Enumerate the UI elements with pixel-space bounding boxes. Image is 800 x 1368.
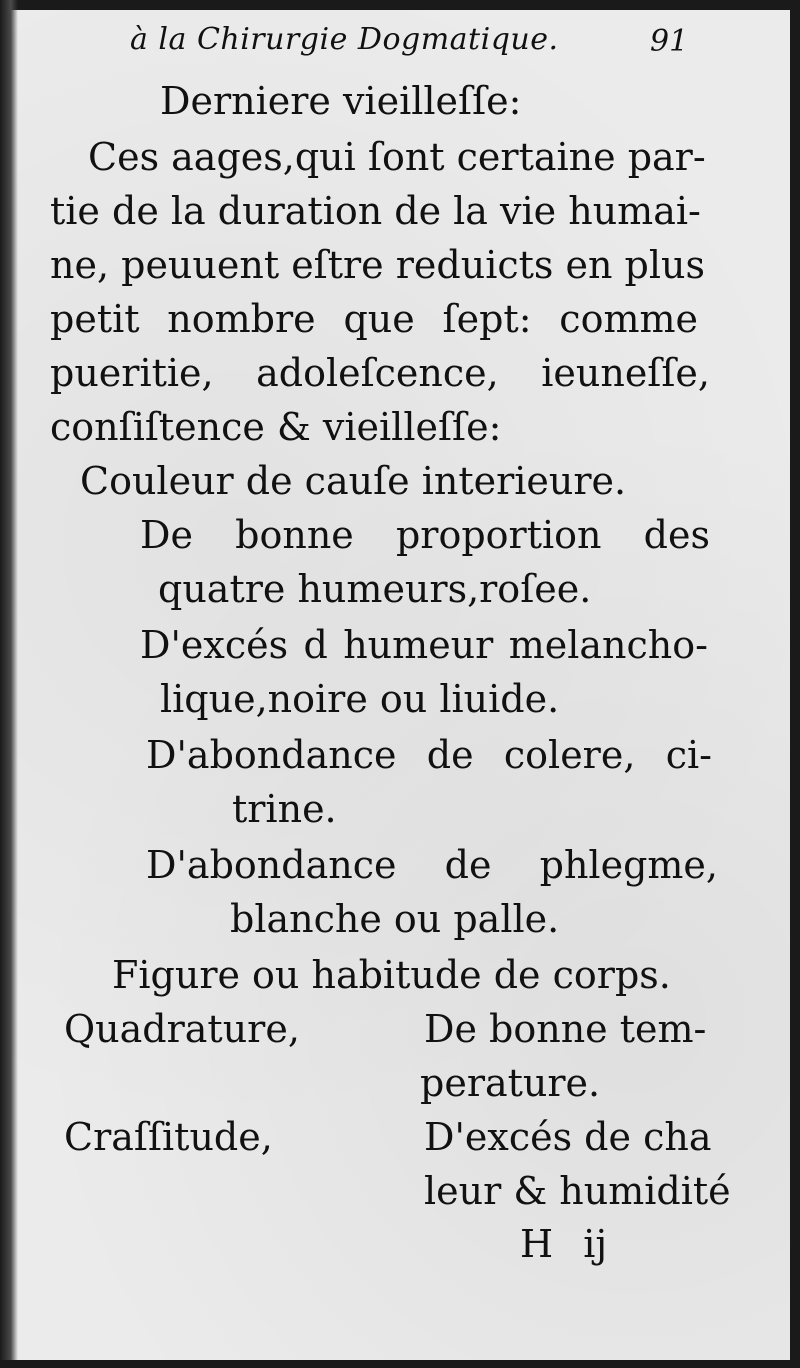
table-cell-right: De bonne tem- — [424, 1007, 707, 1051]
text-line: tie de la duration de la vie humai- — [50, 189, 701, 233]
signature-mark: H ij — [520, 1222, 608, 1266]
table-cell-right: D'excés de cha — [424, 1115, 712, 1159]
page-number: 91 — [650, 24, 689, 59]
text-line: De bonne proportion des — [140, 513, 710, 557]
text-line: Derniere vieilleſſe: — [160, 79, 522, 123]
running-title: à la Chirurgie Dogmatique. — [130, 22, 559, 57]
text-line: petit nombre que ſept: comme — [50, 297, 698, 341]
scan-border-bottom — [0, 1360, 800, 1368]
table-cell-right: perature. — [420, 1061, 601, 1105]
text-line: blanche ou palle. — [230, 897, 560, 941]
scan-border-top — [0, 0, 800, 10]
scan-border-left — [0, 0, 18, 1368]
text-line: Ces aages,qui ſont certaine par- — [88, 135, 706, 179]
section-heading: Couleur de cauſe interieure. — [80, 459, 627, 503]
text-line: conſiſtence & vieilleſſe: — [50, 405, 502, 449]
table-cell-left: Quadrature, — [64, 1007, 300, 1051]
text-line: quatre humeurs,roſee. — [158, 567, 592, 611]
text-line: ne, peuuent eſtre reduicts en plus — [50, 243, 705, 287]
section-heading: Figure ou habitude de corps. — [112, 953, 671, 997]
text-line: D'abondance de colere, ci- — [146, 733, 712, 777]
text-line: D'abondance de phlegme, — [146, 843, 718, 887]
text-line: pueritie, adoleſcence, ieuneſſe, — [50, 351, 710, 395]
table-cell-left: Craſſitude, — [64, 1115, 273, 1159]
text-line: lique,noire ou liuide. — [160, 677, 560, 721]
table-cell-right: leur & humidité — [424, 1169, 731, 1213]
text-line: trine. — [232, 787, 337, 831]
text-line: D'excés d humeur melancho- — [140, 623, 708, 667]
scan-border-right — [790, 0, 800, 1368]
